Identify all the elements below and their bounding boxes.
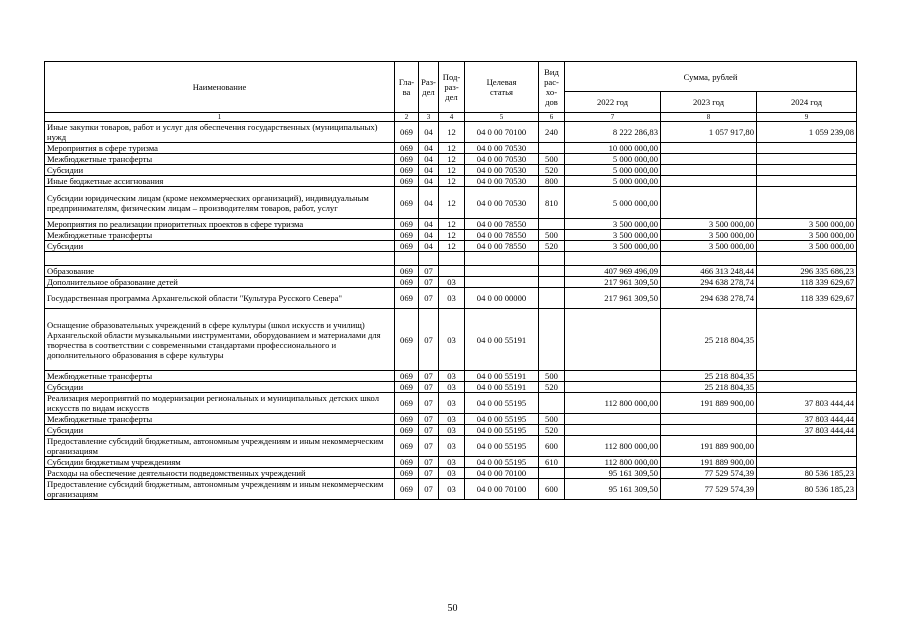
row-vid: 500 bbox=[539, 371, 565, 382]
row-podrazdel bbox=[439, 252, 465, 266]
row-podrazdel: 03 bbox=[439, 468, 465, 479]
row-podrazdel: 12 bbox=[439, 230, 465, 241]
row-sum-2022: 10 000 000,00 bbox=[565, 143, 661, 154]
row-glava: 069 bbox=[395, 277, 419, 288]
column-index: 7 bbox=[565, 113, 661, 122]
row-sum-2023: 3 500 000,00 bbox=[661, 241, 757, 252]
row-sum-2023: 25 218 804,35 bbox=[661, 309, 757, 371]
row-sum-2023: 3 500 000,00 bbox=[661, 219, 757, 230]
row-name: Государственная программа Архангельской области "Культура Русского Севера" bbox=[45, 288, 395, 309]
row-sum-2024: 1 059 239,08 bbox=[757, 122, 857, 143]
table-row bbox=[45, 382, 857, 393]
row-sum-2024 bbox=[757, 371, 857, 382]
row-sum-2022: 95 161 309,50 bbox=[565, 468, 661, 479]
row-glava: 069 bbox=[395, 468, 419, 479]
header-year-2022: 2022 год bbox=[565, 92, 661, 113]
row-sum-2024 bbox=[757, 143, 857, 154]
row-sum-2023: 25 218 804,35 bbox=[661, 371, 757, 382]
row-glava: 069 bbox=[395, 371, 419, 382]
row-target bbox=[465, 252, 539, 266]
row-podrazdel: 03 bbox=[439, 414, 465, 425]
table-row bbox=[45, 252, 857, 266]
row-podrazdel: 12 bbox=[439, 241, 465, 252]
row-glava bbox=[395, 252, 419, 266]
column-index: 8 bbox=[661, 113, 757, 122]
column-index-row bbox=[45, 113, 857, 122]
table-row bbox=[45, 457, 857, 468]
row-vid: 240 bbox=[539, 122, 565, 143]
row-target: 04 0 00 78550 bbox=[465, 219, 539, 230]
row-glava: 069 bbox=[395, 230, 419, 241]
row-sum-2024 bbox=[757, 176, 857, 187]
row-razdel: 07 bbox=[419, 479, 439, 500]
row-razdel: 04 bbox=[419, 122, 439, 143]
table-row bbox=[45, 230, 857, 241]
row-vid bbox=[539, 143, 565, 154]
row-sum-2024: 80 536 185,23 bbox=[757, 479, 857, 500]
row-sum-2023: 191 889 900,00 bbox=[661, 393, 757, 414]
row-glava: 069 bbox=[395, 266, 419, 277]
column-index: 1 bbox=[45, 113, 395, 122]
row-podrazdel: 03 bbox=[439, 277, 465, 288]
row-razdel: 04 bbox=[419, 143, 439, 154]
column-index: 4 bbox=[439, 113, 465, 122]
row-sum-2023: 25 218 804,35 bbox=[661, 382, 757, 393]
row-target: 04 0 00 55195 bbox=[465, 393, 539, 414]
row-sum-2023 bbox=[661, 414, 757, 425]
table-header bbox=[45, 62, 857, 122]
row-sum-2022: 95 161 309,50 bbox=[565, 479, 661, 500]
header-year-2024: 2024 год bbox=[757, 92, 857, 113]
row-target: 04 0 00 70100 bbox=[465, 122, 539, 143]
row-target: 04 0 00 70530 bbox=[465, 165, 539, 176]
row-razdel: 04 bbox=[419, 230, 439, 241]
row-sum-2023: 191 889 900,00 bbox=[661, 436, 757, 457]
table-row bbox=[45, 393, 857, 414]
page-number: 50 bbox=[447, 603, 458, 614]
row-target: 04 0 00 70100 bbox=[465, 468, 539, 479]
row-vid bbox=[539, 309, 565, 371]
table-row bbox=[45, 414, 857, 425]
row-sum-2024 bbox=[757, 457, 857, 468]
row-podrazdel: 03 bbox=[439, 309, 465, 371]
row-glava: 069 bbox=[395, 393, 419, 414]
row-razdel: 07 bbox=[419, 277, 439, 288]
row-razdel: 07 bbox=[419, 382, 439, 393]
row-vid: 520 bbox=[539, 241, 565, 252]
row-target bbox=[465, 277, 539, 288]
row-sum-2022 bbox=[565, 414, 661, 425]
row-glava: 069 bbox=[395, 176, 419, 187]
row-name: Субсидии bbox=[45, 382, 395, 393]
row-razdel: 07 bbox=[419, 414, 439, 425]
row-razdel: 04 bbox=[419, 187, 439, 219]
row-sum-2024 bbox=[757, 436, 857, 457]
row-glava: 069 bbox=[395, 436, 419, 457]
row-sum-2024: 118 339 629,67 bbox=[757, 277, 857, 288]
row-podrazdel: 12 bbox=[439, 219, 465, 230]
row-razdel: 04 bbox=[419, 176, 439, 187]
row-glava: 069 bbox=[395, 288, 419, 309]
table-row bbox=[45, 468, 857, 479]
row-target bbox=[465, 266, 539, 277]
row-vid: 500 bbox=[539, 230, 565, 241]
row-sum-2023 bbox=[661, 425, 757, 436]
row-podrazdel: 12 bbox=[439, 122, 465, 143]
row-sum-2023: 294 638 278,74 bbox=[661, 288, 757, 309]
row-name: Межбюджетные трансферты bbox=[45, 154, 395, 165]
header-glava: Гла- ва bbox=[395, 62, 419, 113]
row-vid: 600 bbox=[539, 479, 565, 500]
row-podrazdel: 03 bbox=[439, 393, 465, 414]
row-name: Межбюджетные трансферты bbox=[45, 414, 395, 425]
row-sum-2024: 37 803 444,44 bbox=[757, 425, 857, 436]
row-name: Реализация мероприятий по модернизации региональных и муниципальных детских школ искусств по видам искусств bbox=[45, 393, 395, 414]
header-year-2023: 2023 год bbox=[661, 92, 757, 113]
row-glava: 069 bbox=[395, 414, 419, 425]
row-podrazdel: 03 bbox=[439, 371, 465, 382]
row-razdel: 07 bbox=[419, 436, 439, 457]
row-target: 04 0 00 70530 bbox=[465, 187, 539, 219]
row-glava: 069 bbox=[395, 382, 419, 393]
row-sum-2022: 5 000 000,00 bbox=[565, 165, 661, 176]
header-target: Целевая статья bbox=[465, 62, 539, 113]
row-sum-2024: 118 339 629,67 bbox=[757, 288, 857, 309]
row-sum-2022: 5 000 000,00 bbox=[565, 187, 661, 219]
row-vid: 500 bbox=[539, 154, 565, 165]
row-podrazdel bbox=[439, 266, 465, 277]
row-sum-2022: 5 000 000,00 bbox=[565, 176, 661, 187]
row-razdel: 07 bbox=[419, 288, 439, 309]
row-target: 04 0 00 78550 bbox=[465, 241, 539, 252]
row-target: 04 0 00 70530 bbox=[465, 143, 539, 154]
header-vid: Вид рас- хо- дов bbox=[539, 62, 565, 113]
row-sum-2024 bbox=[757, 252, 857, 266]
row-vid: 520 bbox=[539, 425, 565, 436]
column-index: 6 bbox=[539, 113, 565, 122]
column-index: 5 bbox=[465, 113, 539, 122]
row-sum-2023 bbox=[661, 165, 757, 176]
row-target: 04 0 00 70100 bbox=[465, 479, 539, 500]
row-sum-2022 bbox=[565, 425, 661, 436]
row-target: 04 0 00 55195 bbox=[465, 414, 539, 425]
row-podrazdel: 12 bbox=[439, 143, 465, 154]
row-sum-2024: 37 803 444,44 bbox=[757, 414, 857, 425]
row-target: 04 0 00 55191 bbox=[465, 382, 539, 393]
column-index: 9 bbox=[757, 113, 857, 122]
row-glava: 069 bbox=[395, 425, 419, 436]
row-sum-2022: 112 800 000,00 bbox=[565, 457, 661, 468]
row-vid: 520 bbox=[539, 382, 565, 393]
row-razdel: 04 bbox=[419, 219, 439, 230]
row-razdel: 07 bbox=[419, 393, 439, 414]
row-razdel: 07 bbox=[419, 457, 439, 468]
row-vid: 810 bbox=[539, 187, 565, 219]
row-glava: 069 bbox=[395, 122, 419, 143]
header-name: Наименование bbox=[45, 62, 395, 113]
table-row bbox=[45, 122, 857, 143]
table-row bbox=[45, 479, 857, 500]
row-sum-2022: 3 500 000,00 bbox=[565, 241, 661, 252]
row-sum-2023: 294 638 278,74 bbox=[661, 277, 757, 288]
row-name: Субсидии bbox=[45, 425, 395, 436]
row-sum-2022: 3 500 000,00 bbox=[565, 219, 661, 230]
row-target: 04 0 00 55195 bbox=[465, 457, 539, 468]
row-razdel: 07 bbox=[419, 468, 439, 479]
row-sum-2024: 37 803 444,44 bbox=[757, 393, 857, 414]
row-name: Субсидии юридическим лицам (кроме некоммерческих организаций), индивидуальным предпринимателям, физическим лицам – производителям товаров, работ, услуг bbox=[45, 187, 395, 219]
row-sum-2022: 112 800 000,00 bbox=[565, 436, 661, 457]
row-glava: 069 bbox=[395, 219, 419, 230]
row-sum-2022 bbox=[565, 252, 661, 266]
row-sum-2022: 3 500 000,00 bbox=[565, 230, 661, 241]
table-row bbox=[45, 241, 857, 252]
row-target: 04 0 00 55191 bbox=[465, 309, 539, 371]
row-vid bbox=[539, 393, 565, 414]
table-row bbox=[45, 165, 857, 176]
row-podrazdel: 03 bbox=[439, 436, 465, 457]
row-vid bbox=[539, 288, 565, 309]
table-row bbox=[45, 288, 857, 309]
row-sum-2023: 191 889 900,00 bbox=[661, 457, 757, 468]
row-glava: 069 bbox=[395, 457, 419, 468]
row-razdel: 07 bbox=[419, 371, 439, 382]
row-glava: 069 bbox=[395, 154, 419, 165]
row-podrazdel: 03 bbox=[439, 425, 465, 436]
row-sum-2023: 77 529 574,39 bbox=[661, 479, 757, 500]
row-sum-2023 bbox=[661, 252, 757, 266]
table-row bbox=[45, 425, 857, 436]
row-glava: 069 bbox=[395, 479, 419, 500]
row-target: 04 0 00 70530 bbox=[465, 154, 539, 165]
header-podrazdel: Под- раз- дел bbox=[439, 62, 465, 113]
row-sum-2023: 3 500 000,00 bbox=[661, 230, 757, 241]
row-name: Образование bbox=[45, 266, 395, 277]
row-name: Иные бюджетные ассигнования bbox=[45, 176, 395, 187]
row-name: Субсидии bbox=[45, 241, 395, 252]
row-name: Предоставление субсидий бюджетным, автономным учреждениям и иным некоммерческим организациям bbox=[45, 436, 395, 457]
row-sum-2022: 217 961 309,50 bbox=[565, 288, 661, 309]
row-podrazdel: 12 bbox=[439, 176, 465, 187]
row-sum-2024 bbox=[757, 187, 857, 219]
column-index: 2 bbox=[395, 113, 419, 122]
row-sum-2023: 466 313 248,44 bbox=[661, 266, 757, 277]
table-row bbox=[45, 266, 857, 277]
row-name: Мероприятия в сфере туризма bbox=[45, 143, 395, 154]
row-sum-2023 bbox=[661, 187, 757, 219]
table-row bbox=[45, 154, 857, 165]
row-sum-2024 bbox=[757, 382, 857, 393]
row-name: Оснащение образовательных учреждений в сфере культуры (школ искусств и училищ) Архангельской области музыкальными инструментами, оборудованием и материалами для творчества в соответствии с современными стандартами профессионального и дополнительного образования в сфере культуры bbox=[45, 309, 395, 371]
table-body bbox=[45, 122, 857, 500]
row-sum-2022: 8 222 286,83 bbox=[565, 122, 661, 143]
row-glava: 069 bbox=[395, 143, 419, 154]
row-razdel: 04 bbox=[419, 165, 439, 176]
table-row bbox=[45, 371, 857, 382]
row-sum-2023: 77 529 574,39 bbox=[661, 468, 757, 479]
row-razdel: 07 bbox=[419, 309, 439, 371]
row-name: Мероприятия по реализации приоритетных проектов в сфере туризма bbox=[45, 219, 395, 230]
row-podrazdel: 03 bbox=[439, 457, 465, 468]
row-sum-2022 bbox=[565, 309, 661, 371]
row-vid bbox=[539, 468, 565, 479]
row-sum-2022: 5 000 000,00 bbox=[565, 154, 661, 165]
row-vid: 520 bbox=[539, 165, 565, 176]
row-sum-2023 bbox=[661, 176, 757, 187]
row-vid bbox=[539, 266, 565, 277]
row-vid bbox=[539, 219, 565, 230]
table-row bbox=[45, 219, 857, 230]
table-row bbox=[45, 309, 857, 371]
row-target: 04 0 00 55195 bbox=[465, 436, 539, 457]
column-index: 3 bbox=[419, 113, 439, 122]
row-name: Дополнительное образование детей bbox=[45, 277, 395, 288]
row-sum-2022 bbox=[565, 382, 661, 393]
row-sum-2023: 1 057 917,80 bbox=[661, 122, 757, 143]
table-row bbox=[45, 277, 857, 288]
row-vid bbox=[539, 277, 565, 288]
row-target: 04 0 00 70530 bbox=[465, 176, 539, 187]
row-sum-2024: 3 500 000,00 bbox=[757, 241, 857, 252]
row-name: Иные закупки товаров, работ и услуг для обеспечения государственных (муниципальных) нужд bbox=[45, 122, 395, 143]
row-podrazdel: 03 bbox=[439, 479, 465, 500]
row-sum-2024: 3 500 000,00 bbox=[757, 219, 857, 230]
budget-table bbox=[44, 61, 857, 500]
row-razdel: 07 bbox=[419, 266, 439, 277]
row-target: 04 0 00 55191 bbox=[465, 371, 539, 382]
row-target: 04 0 00 00000 bbox=[465, 288, 539, 309]
row-sum-2024: 3 500 000,00 bbox=[757, 230, 857, 241]
row-glava: 069 bbox=[395, 165, 419, 176]
row-vid: 800 bbox=[539, 176, 565, 187]
row-name: Субсидии bbox=[45, 165, 395, 176]
row-vid: 610 bbox=[539, 457, 565, 468]
row-vid: 600 bbox=[539, 436, 565, 457]
row-sum-2023 bbox=[661, 154, 757, 165]
table-row bbox=[45, 143, 857, 154]
row-name: Межбюджетные трансферты bbox=[45, 230, 395, 241]
row-vid bbox=[539, 252, 565, 266]
row-sum-2022 bbox=[565, 371, 661, 382]
row-sum-2022: 112 800 000,00 bbox=[565, 393, 661, 414]
table-row bbox=[45, 436, 857, 457]
table-row bbox=[45, 176, 857, 187]
row-razdel: 07 bbox=[419, 425, 439, 436]
row-target: 04 0 00 78550 bbox=[465, 230, 539, 241]
row-sum-2024 bbox=[757, 154, 857, 165]
row-razdel bbox=[419, 252, 439, 266]
row-podrazdel: 12 bbox=[439, 165, 465, 176]
row-name: Расходы на обеспечение деятельности подведомственных учреждений bbox=[45, 468, 395, 479]
table-row bbox=[45, 187, 857, 219]
row-name: Межбюджетные трансферты bbox=[45, 371, 395, 382]
row-glava: 069 bbox=[395, 187, 419, 219]
row-glava: 069 bbox=[395, 241, 419, 252]
row-sum-2022: 407 969 496,09 bbox=[565, 266, 661, 277]
row-name bbox=[45, 252, 395, 266]
header-razdel: Раз- дел bbox=[419, 62, 439, 113]
row-podrazdel: 12 bbox=[439, 154, 465, 165]
row-podrazdel: 12 bbox=[439, 187, 465, 219]
row-podrazdel: 03 bbox=[439, 382, 465, 393]
row-sum-2024: 296 335 686,23 bbox=[757, 266, 857, 277]
header-sum: Сумма, рублей bbox=[565, 62, 857, 92]
row-sum-2024 bbox=[757, 309, 857, 371]
row-razdel: 04 bbox=[419, 241, 439, 252]
row-podrazdel: 03 bbox=[439, 288, 465, 309]
row-sum-2023 bbox=[661, 143, 757, 154]
row-target: 04 0 00 55195 bbox=[465, 425, 539, 436]
row-vid: 500 bbox=[539, 414, 565, 425]
row-sum-2024: 80 536 185,23 bbox=[757, 468, 857, 479]
row-sum-2024 bbox=[757, 165, 857, 176]
row-name: Субсидии бюджетным учреждениям bbox=[45, 457, 395, 468]
row-glava: 069 bbox=[395, 309, 419, 371]
row-razdel: 04 bbox=[419, 154, 439, 165]
row-name: Предоставление субсидий бюджетным, автономным учреждениям и иным некоммерческим организациям bbox=[45, 479, 395, 500]
row-sum-2022: 217 961 309,50 bbox=[565, 277, 661, 288]
